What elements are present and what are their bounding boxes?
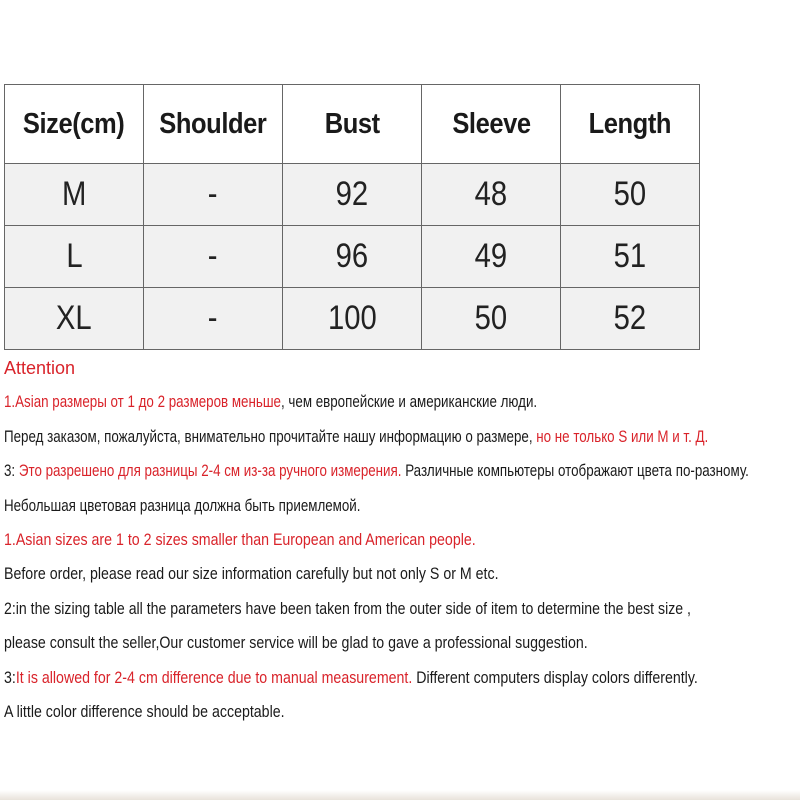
- header-shoulder: Shoulder: [144, 85, 283, 164]
- cell-bust: 100: [283, 288, 422, 350]
- table-header-row: [5, 85, 700, 164]
- cell-shoulder: -: [144, 288, 283, 350]
- note-ru-1-rest: , чем европейские и американские люди.: [280, 393, 538, 412]
- header-size: Size(cm): [5, 85, 144, 164]
- note-ru-3-rest: Различные компьютеры отображают цвета по-разному.: [401, 462, 749, 481]
- note-ru-3-prefix: 3:: [4, 462, 19, 481]
- cell-sleeve: 49: [422, 226, 561, 288]
- note-ru-1: [4, 385, 649, 419]
- size-chart-table: [4, 84, 700, 350]
- note-ru-3-red: Это разрешено для разницы 2-4 см из-за ручного измерения.: [18, 462, 402, 481]
- cell-bust: 92: [283, 164, 422, 226]
- note-en-2: Before order, please read our size information carefully but not only S or M etc.: [4, 565, 499, 584]
- table-row: [5, 164, 700, 226]
- header-sleeve: Sleeve: [422, 85, 561, 164]
- attention-heading: Attention: [4, 358, 76, 378]
- note-ru-2-red: но не только S или M и т. Д.: [532, 427, 709, 446]
- note-en-3: 2:in the sizing table all the parameters have been taken from the outer side of item to determine the best size ,: [4, 599, 691, 618]
- note-en-4: please consult the seller,Our customer service will be glad to gave a professional suggestion.: [4, 634, 588, 653]
- cell-length: 50: [561, 164, 700, 226]
- note-en-5-prefix: 3:: [4, 668, 16, 687]
- cell-sleeve: 50: [422, 288, 561, 350]
- note-ru-3: [4, 454, 749, 488]
- bottom-photo-edge: [0, 790, 800, 800]
- table-row: [5, 288, 700, 350]
- cell-bust: 96: [283, 226, 422, 288]
- note-en-5: [4, 661, 698, 695]
- note-en-6: A little color difference should be acceptable.: [4, 703, 285, 722]
- cell-size: XL: [5, 288, 144, 350]
- cell-size: L: [5, 226, 144, 288]
- header-length: Length: [561, 85, 700, 164]
- note-ru-2-rest: Перед заказом, пожалуйста, внимательно прочитайте нашу информацию о размере,: [4, 427, 533, 446]
- cell-length: 52: [561, 288, 700, 350]
- note-en-5-rest: Different computers display colors differently.: [412, 668, 698, 687]
- header-bust: Bust: [283, 85, 422, 164]
- note-en-1: 1.Asian sizes are 1 to 2 sizes smaller than European and American people.: [4, 531, 476, 550]
- table-row: [5, 226, 700, 288]
- note-ru-4: Небольшая цветовая разница должна быть приемлемой.: [4, 496, 361, 515]
- note-ru-2: [4, 420, 709, 454]
- cell-shoulder: -: [144, 164, 283, 226]
- note-en-5-red: It is allowed for 2-4 cm difference due to manual measurement.: [15, 668, 413, 687]
- size-notes: [4, 351, 800, 729]
- cell-sleeve: 48: [422, 164, 561, 226]
- cell-size: M: [5, 164, 144, 226]
- cell-length: 51: [561, 226, 700, 288]
- note-ru-1-red: 1.Asian размеры от 1 до 2 размеров меньше: [4, 393, 281, 412]
- cell-shoulder: -: [144, 226, 283, 288]
